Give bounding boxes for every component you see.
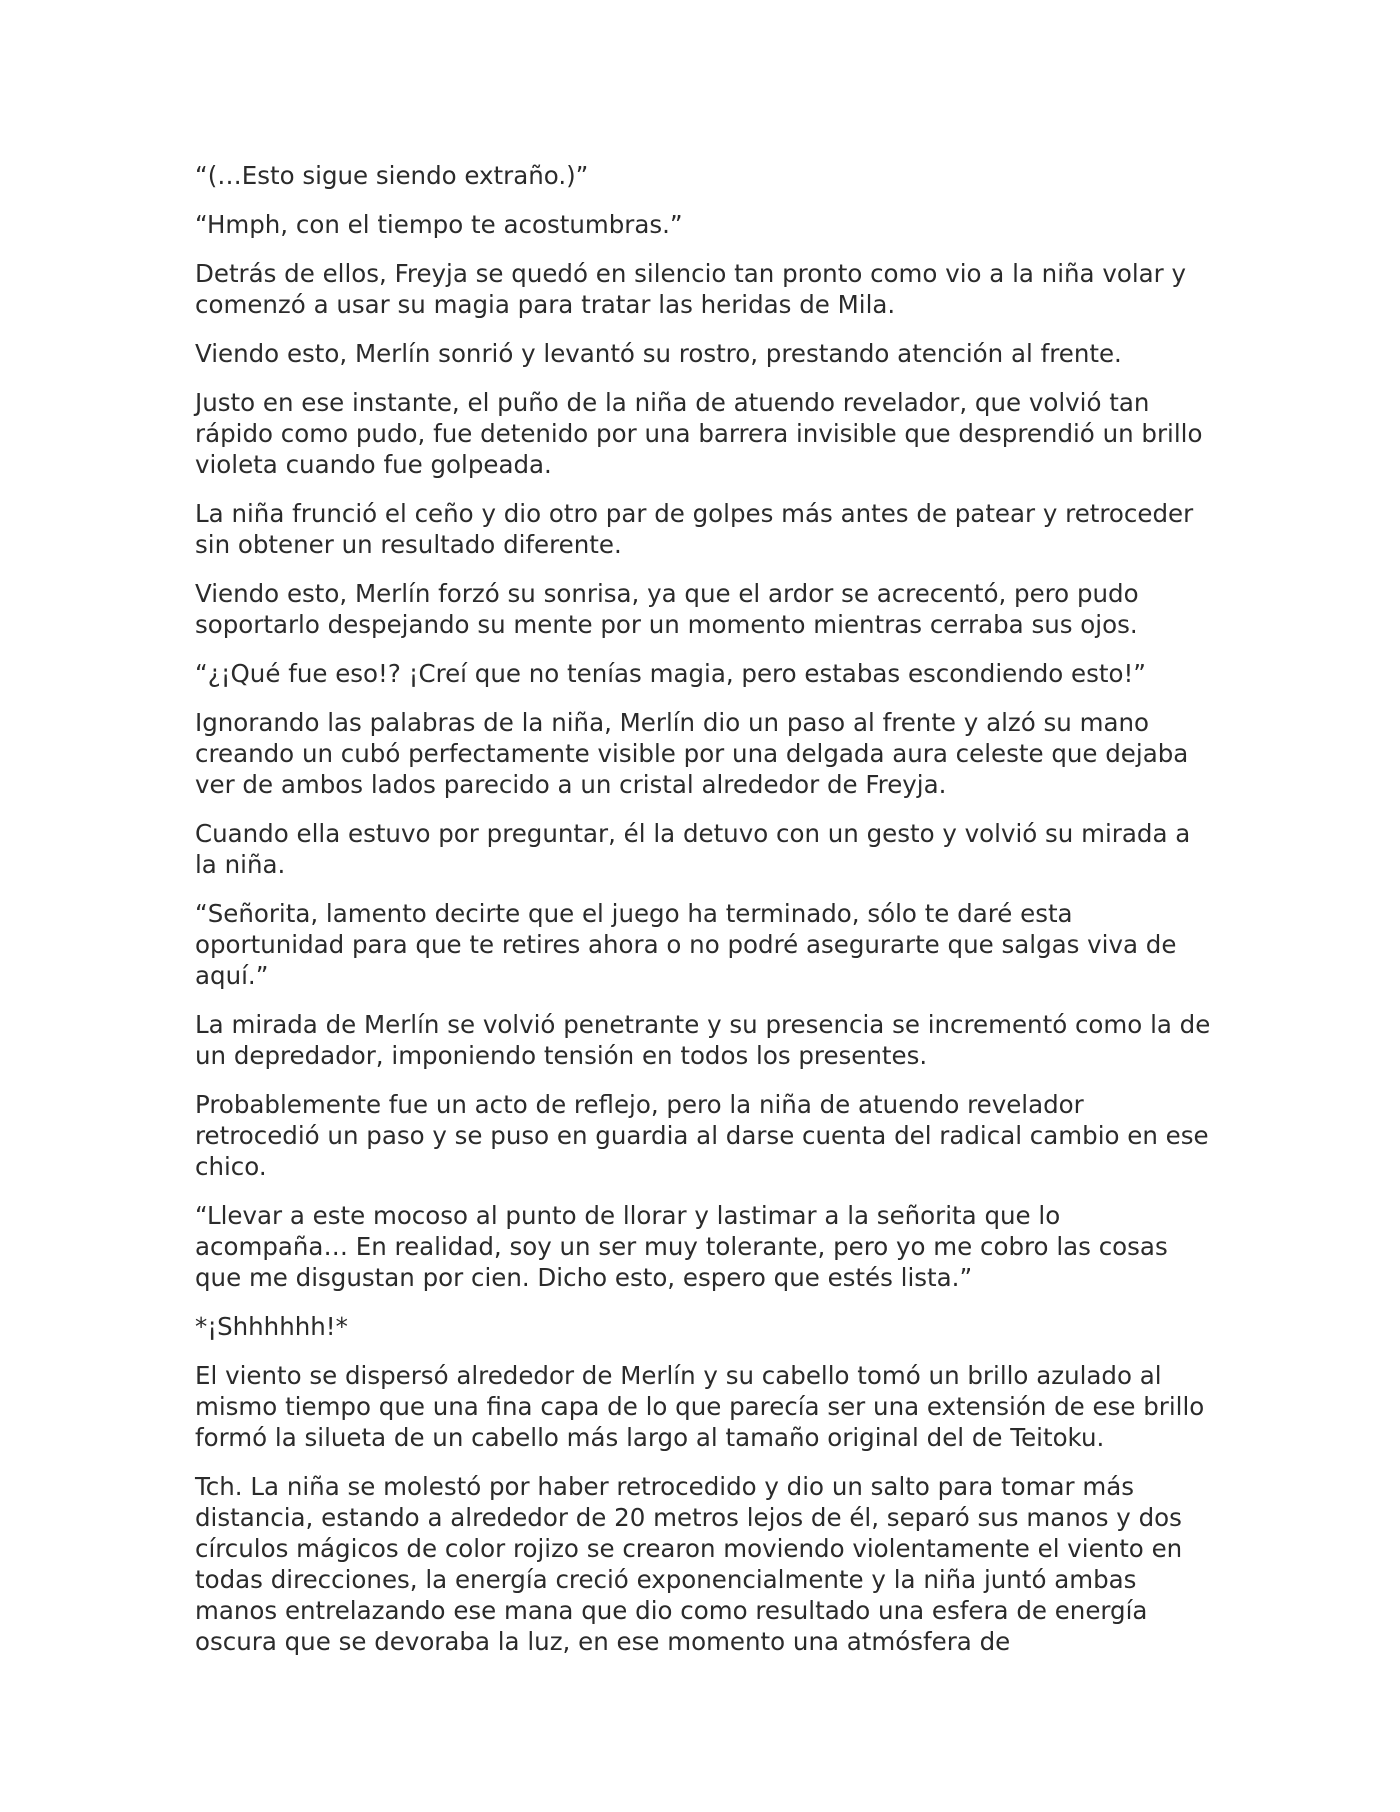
paragraph: Viendo esto, Merlín forzó su sonrisa, ya que el ardor se acrecentó, pero pudo soportarlo despejando su mente por un momento mientras cerraba sus ojos.: [195, 579, 1139, 639]
paragraph: “Hmph, con el tiempo te acostumbras.”: [195, 210, 683, 239]
paragraph: Cuando ella estuvo por preguntar, él la detuvo con un gesto y volvió su mirada a la niña.: [195, 819, 1191, 879]
paragraph: Viendo esto, Merlín sonrió y levantó su rostro, prestando atención al frente.: [195, 339, 1122, 368]
paragraph: Justo en ese instante, el puño de la niña de atuendo revelador, que volvió tan rápido como pudo, fue detenido por una barrera invisible que desprendió un brillo violeta cuando fue golpeada.: [195, 388, 1203, 479]
paragraph: La niña frunció el ceño y dio otro par de golpes más antes de patear y retroceder sin obtener un resultado diferente.: [195, 499, 1194, 559]
paragraph: Detrás de ellos, Freyja se quedó en silencio tan pronto como vio a la niña volar y comenzó a usar su magia para tratar las heridas de Mila.: [195, 259, 1187, 319]
document-body: [195, 160, 1215, 1675]
paragraph: “(…Esto sigue siendo extraño.)”: [195, 161, 589, 190]
paragraph: “¿¡Qué fue eso!? ¡Creí que no tenías magia, pero estabas escondiendo esto!”: [195, 659, 1147, 688]
paragraph: La mirada de Merlín se volvió penetrante y su presencia se incrementó como la de un depredador, imponiendo tensión en todos los presentes.: [195, 1010, 1211, 1070]
paragraph: Tch. La niña se molestó por haber retrocedido y dio un salto para tomar más distancia, estando a alrededor de 20 metros lejos de él, separó sus manos y dos círculos mágicos de color rojizo se crearon moviendo violentamente el viento en todas direcciones, la energía creció exponencialmente y la niña juntó ambas manos entrelazando ese mana que dio como resultado una esfera de energía oscura que se devoraba la luz, en ese momento una atmósfera de: [195, 1472, 1183, 1656]
paragraph: Ignorando las palabras de la niña, Merlín dio un paso al frente y alzó su mano creando un cubó perfectamente visible por una delgada aura celeste que dejaba ver de ambos lados parecido a un cristal alrededor de Freyja.: [195, 708, 1189, 799]
paragraph: “Llevar a este mocoso al punto de llorar y lastimar a la señorita que lo acompaña… En realidad, soy un ser muy tolerante, pero yo me cobro las cosas que me disgustan por cien. Dicho esto, espero que estés lista.”: [195, 1201, 1168, 1292]
paragraph: Probablemente fue un acto de reflejo, pero la niña de atuendo revelador retrocedió un paso y se puso en guardia al darse cuenta del radical cambio en ese chico.: [195, 1090, 1209, 1181]
paragraph: “Señorita, lamento decirte que el juego ha terminado, sólo te daré esta oportunidad para que te retires ahora o no podré asegurarte que salgas viva de aquí.”: [195, 899, 1177, 990]
paragraph: *¡Shhhhhh!*: [195, 1312, 348, 1341]
paragraph: El viento se dispersó alrededor de Merlín y su cabello tomó un brillo azulado al mismo tiempo que una fina capa de lo que parecía ser una extensión de ese brillo formó la silueta de un cabello más largo al tamaño original del de Teitoku.: [195, 1361, 1205, 1452]
